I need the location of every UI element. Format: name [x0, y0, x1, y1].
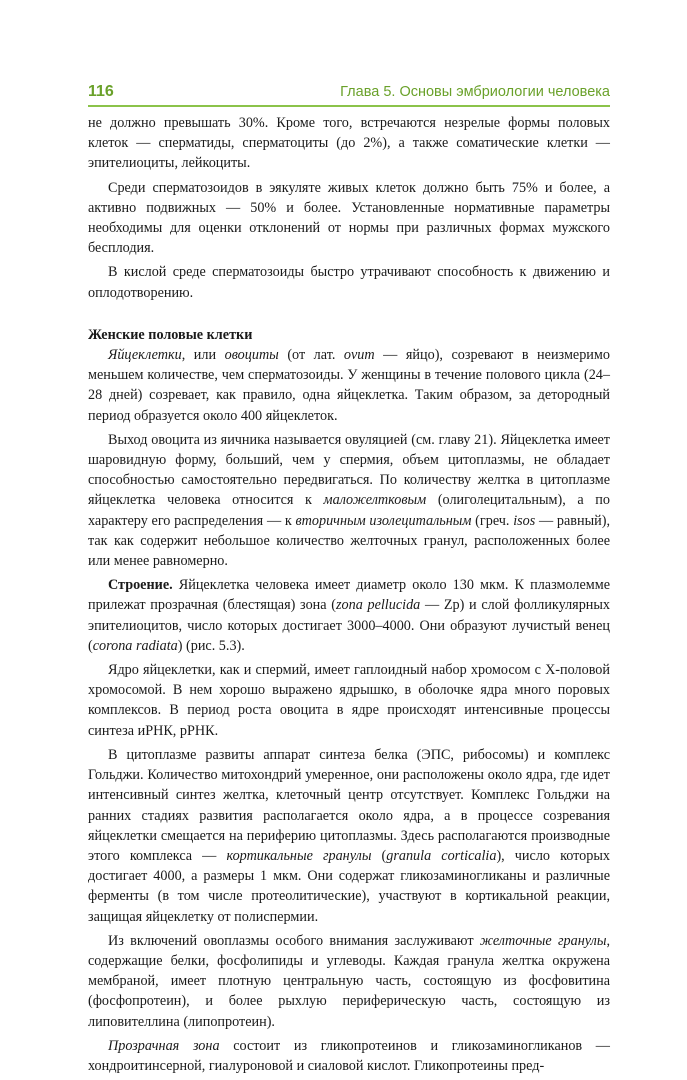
section-title: Женские половые клетки [88, 326, 253, 343]
text-run: (олиголецитальным), а по характеру его распределения — к [88, 492, 610, 529]
text-run: — яйцо), созревают в неизмеримо меньшем количестве, чем сперматозоиды. У женщины в течение полового цикла (24–28 дней) созревает, как правило, одна яйцеклетка. Таким образом, за детородный период образуется около 400 яйцеклеток. [88, 347, 610, 424]
page-number: 116 [88, 83, 114, 100]
text-run: ) (рис. 5.3). [177, 637, 245, 654]
paragraph [88, 931, 610, 1032]
text-run: состоит из гликопротеинов и гликозаминогликанов — хондроитинсерной, гиалуроновой и сиаловой кислот. Гликопротеины пред- [88, 1037, 610, 1074]
text-run: (от лат. [278, 347, 344, 364]
page-body [88, 113, 610, 1080]
italic-term: Яйцеклетки [108, 347, 182, 364]
text-run: ( [371, 847, 387, 864]
paragraph [88, 345, 610, 426]
italic-term: овоциты [224, 347, 279, 364]
paragraph [88, 430, 610, 571]
paragraph [88, 575, 610, 656]
paragraph: не должно превышать 30%. Кроме того, встречаются незрелые формы половых клеток — сперматиды, сперматоциты (до 2%), а также соматические клетки — эпителиоциты, лейкоциты. [88, 115, 610, 172]
italic-term: ovum [343, 347, 375, 364]
bold-heading: Строение. [108, 577, 173, 594]
paragraph [88, 745, 610, 927]
italic-term: isos [513, 512, 536, 529]
italic-term: желточные гранулы [479, 932, 607, 949]
text-run: ), число которых достигает 4000, а размеры 1 мкм. Они содержат гликозаминогликаны и различные ферменты (в том числе протеолитические), участвуют в кортикальной реакции, защищая яйцеклетку от полиспермии. [88, 847, 610, 925]
text-run: (греч. [471, 512, 514, 529]
italic-term: corona radiata [92, 637, 178, 654]
italic-term: вторичным изолецитальным [295, 512, 472, 529]
italic-term: granula corticalia [386, 847, 497, 864]
text-run: Выход овоцита из яичника называется овуляцией (см. главу 21). Яйцеклетка имеет шаровидную форму, больший, чем у спермия, объем цитоплазмы, не обладает способностью самостоятельно передвигаться. По количеству желтка в цитоплазме яйцеклетка человека относится к [88, 431, 610, 509]
running-head: Глава 5. Основы эмбриологии человека [340, 84, 610, 100]
paragraph: В кислой среде сперматозоиды быстро утрачивают способность к движению и оплодотворению. [88, 264, 610, 301]
paragraph [88, 1036, 610, 1076]
italic-term: Прозрачная зона [108, 1037, 220, 1054]
text-run: — Zp) и слой фолликулярных эпителиоцитов, число которых достигает 3000–4000. Они образуют лучистый венец ( [88, 597, 611, 654]
text-run: , или [181, 347, 225, 364]
italic-term: кортикальные гранулы [226, 847, 372, 864]
text-run: , содержащие белки, фосфолипиды и углеводы. Каждая гранула желтка окружена мембраной, имеет плотную центральную часть, состоящую из фосфовитина (фосфопротеин), и более рыхлую периферическую часть, состоящую из липовителлина (липопротеин). [88, 932, 611, 1030]
text-run: Из включений овоплазмы особого внимания заслуживают [108, 932, 480, 949]
paragraph: Среди сперматозоидов в эякуляте живых клеток должно быть 75% и более, а активно подвижных — 50% и более. Установленные нормативные параметры необходимы для оценки отклонений от нормы при различных формах мужского бесплодия. [88, 179, 610, 257]
page-header [88, 81, 610, 107]
italic-term: zona pellucida [335, 597, 421, 614]
text-run: В цитоплазме развиты аппарат синтеза белка (ЭПС, рибосомы) и комплекс Гольджи. Количество митохондрий умеренное, они расположены около ядра, где идет интенсивный синтез желтка, клеточный центр отсутствует. Комплекс Гольджи на ранних стадиях развития располагается около ядра, а в процессе созревания яйцеклетки смещается на периферию цитоплазмы. Здесь располагаются производные этого комплекса — [88, 746, 610, 864]
text-run: Яйцеклетка человека имеет диаметр около 130 мкм. К плазмолемме прилежат прозрачная (блестящая) зона ( [88, 577, 610, 614]
italic-term: маложелтковым [323, 492, 427, 509]
text-run: — равный), так как содержит небольшое количество желточных гранул, расположенных более или менее равномерно. [88, 512, 610, 570]
paragraph: Ядро яйцеклетки, как и спермий, имеет гаплоидный набор хромосом с Х-половой хромосомой. В нем хорошо выражено ядрышко, в оболочке ядра много поровых комплексов. В период роста овоцита в ядре происходят интенсивные процессы синтеза иРНК, рРНК. [88, 662, 610, 739]
